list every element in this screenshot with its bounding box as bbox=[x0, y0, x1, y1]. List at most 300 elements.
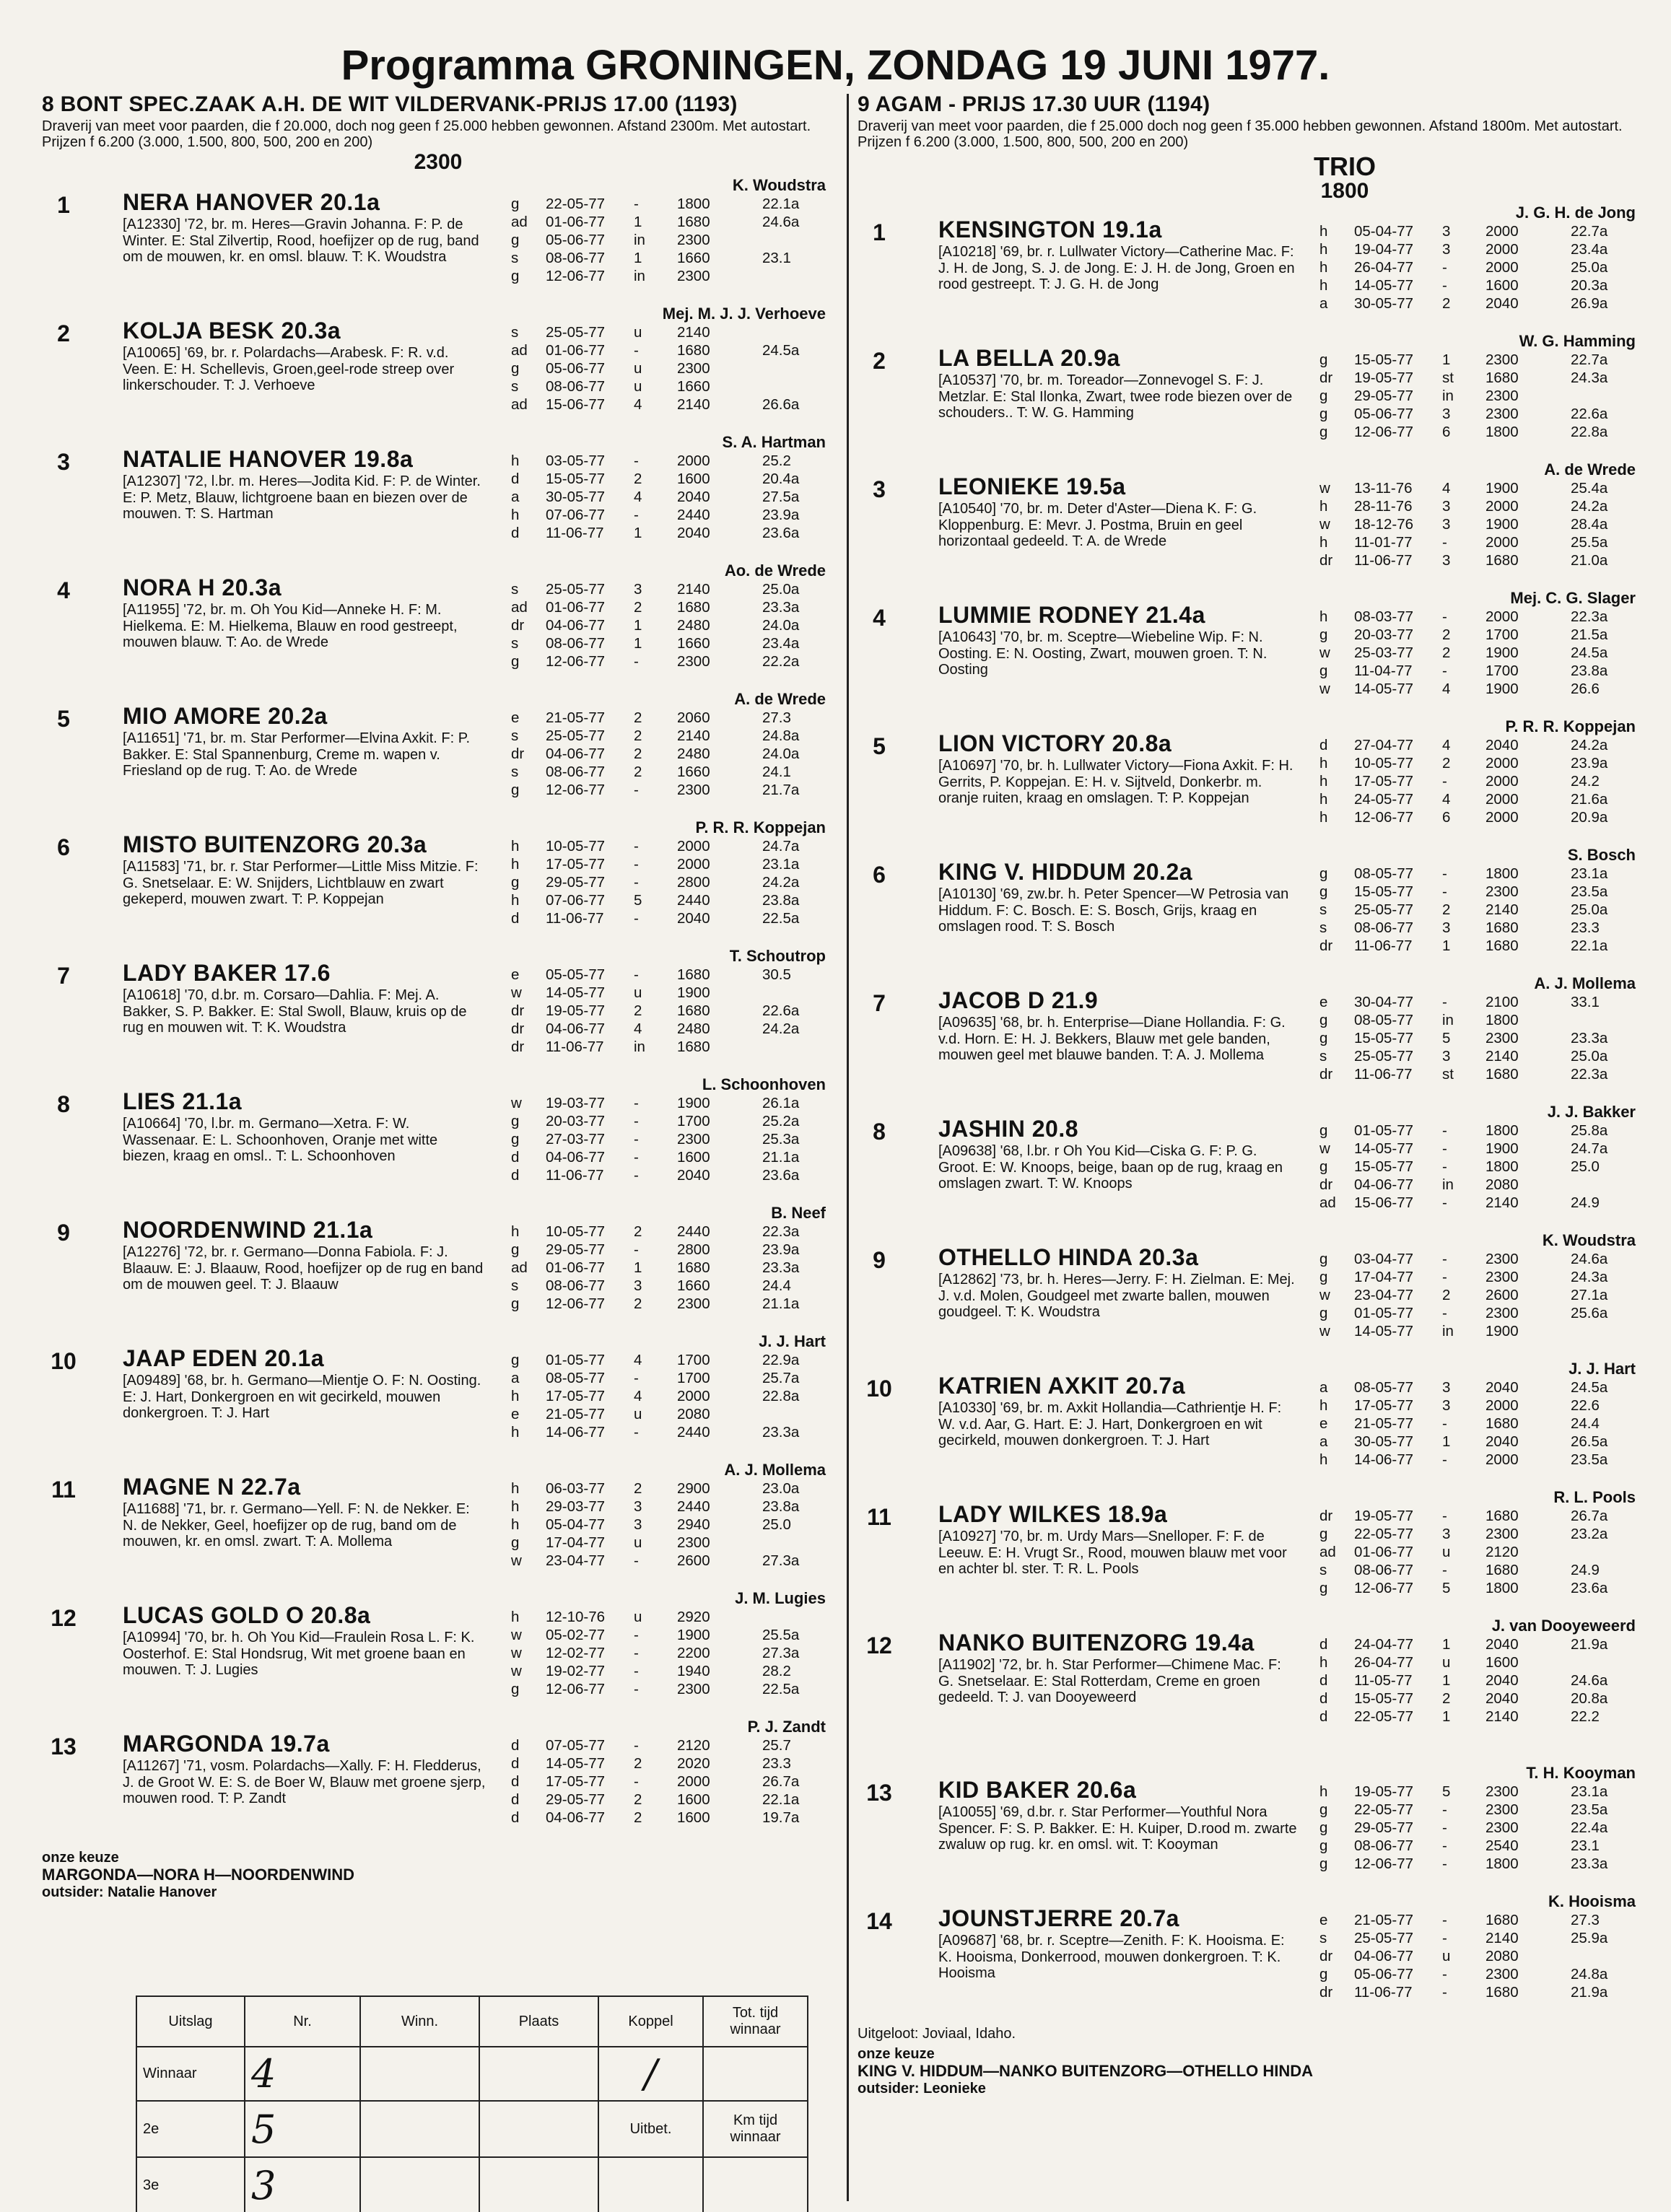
trio-label: TRIO bbox=[1314, 152, 1376, 181]
start-cell: 1800 bbox=[1485, 424, 1519, 440]
start-cell: h bbox=[1319, 1654, 1328, 1671]
start-cell: g bbox=[511, 1113, 520, 1129]
start-cell: u bbox=[634, 1609, 642, 1625]
start-cell: d bbox=[511, 910, 520, 927]
start-cell: 1680 bbox=[677, 599, 710, 616]
start-cell: 24.3a bbox=[1571, 1269, 1608, 1285]
column-divider bbox=[847, 94, 849, 2201]
start-list bbox=[511, 1351, 834, 1441]
start-cell: - bbox=[634, 1681, 639, 1697]
start-cell: 24-05-77 bbox=[1354, 791, 1414, 808]
horse-name: MIO AMORE 20.2a bbox=[123, 703, 328, 729]
start-cell: 04-06-77 bbox=[546, 1149, 606, 1166]
start-cell: - bbox=[634, 1095, 639, 1111]
start-cell: - bbox=[1442, 1194, 1447, 1211]
driver-name: T. H. Kooyman bbox=[1526, 1764, 1636, 1782]
start-cell: 23.8a bbox=[762, 1498, 800, 1515]
start-cell: 12-06-77 bbox=[546, 782, 606, 798]
start-cell: g bbox=[1319, 663, 1328, 679]
horse-number: 11 bbox=[51, 1477, 76, 1503]
horse-info: [A10330] '69, br. m. Axkit Hollandia—Cathrientje H. F: W. v.d. Aar, G. Hart. E: J. Hart, Donkergroen en wit gecirkeld, mouwen donkergroen. T: J. Hart bbox=[938, 1400, 1282, 1448]
horse-name: LADY WILKES 18.9a bbox=[938, 1501, 1168, 1527]
start-cell: - bbox=[634, 1773, 639, 1790]
horse-number: 8 bbox=[57, 1091, 70, 1117]
start-cell: 2000 bbox=[677, 1773, 710, 1790]
start-cell: 1900 bbox=[677, 984, 710, 1001]
start-row bbox=[511, 1112, 834, 1130]
start-cell: h bbox=[511, 1609, 520, 1625]
start-cell: 2 bbox=[634, 727, 642, 744]
start-cell: d bbox=[511, 1809, 520, 1826]
start-cell: g bbox=[1319, 406, 1328, 422]
start-cell: 2300 bbox=[677, 1295, 710, 1312]
start-cell: g bbox=[1319, 1012, 1328, 1028]
start-cell: 2480 bbox=[677, 746, 710, 762]
start-cell: 25.9a bbox=[1571, 1930, 1608, 1946]
handwritten-koppel: / bbox=[598, 2047, 703, 2101]
start-cell: 07-05-77 bbox=[546, 1737, 606, 1754]
start-cell: 17-04-77 bbox=[546, 1534, 606, 1551]
start-cell: 25.0a bbox=[1571, 259, 1608, 276]
start-cell: 24.6a bbox=[1571, 1251, 1608, 1267]
start-cell: 23.5a bbox=[1571, 1451, 1608, 1468]
start-cell: 1680 bbox=[1485, 1912, 1519, 1928]
start-cell: 24.2a bbox=[762, 1020, 800, 1037]
start-row bbox=[1319, 1415, 1644, 1433]
start-cell: 1680 bbox=[677, 342, 710, 359]
start-cell: g bbox=[511, 1534, 520, 1551]
horse-entry bbox=[858, 1891, 1644, 2019]
start-cell: 2000 bbox=[677, 1388, 710, 1404]
start-cell: - bbox=[1442, 883, 1447, 900]
uitgeloot: Uitgeloot: Joviaal, Idaho. bbox=[858, 2026, 1016, 2042]
start-cell: u bbox=[1442, 1948, 1451, 1964]
start-cell: 2300 bbox=[1485, 1251, 1519, 1267]
start-cell: - bbox=[634, 507, 639, 523]
driver-name: W. G. Hamming bbox=[1519, 332, 1636, 350]
start-cell: 1700 bbox=[677, 1113, 710, 1129]
start-cell: ad bbox=[511, 342, 528, 359]
start-row bbox=[511, 1241, 834, 1259]
start-cell: 19-02-77 bbox=[546, 1663, 606, 1679]
header-tot-tijd: Tot. tijd winnaar bbox=[703, 1996, 808, 2047]
start-row bbox=[1319, 1396, 1644, 1415]
start-cell: 22.3a bbox=[762, 1223, 800, 1240]
start-row bbox=[511, 323, 834, 341]
start-row bbox=[511, 1369, 834, 1387]
start-cell: 24.0a bbox=[762, 617, 800, 634]
start-list bbox=[1319, 1250, 1644, 1340]
start-cell: 24.5a bbox=[1571, 1379, 1608, 1396]
start-cell: 2080 bbox=[1485, 1948, 1519, 1964]
start-cell: in bbox=[634, 1039, 645, 1055]
start-row bbox=[1319, 1819, 1644, 1837]
start-row bbox=[1319, 901, 1644, 919]
start-cell: - bbox=[634, 1370, 639, 1386]
horse-name: JACOB D 21.9 bbox=[938, 987, 1099, 1013]
start-cell: 23.8a bbox=[762, 892, 800, 909]
start-cell: 1700 bbox=[1485, 626, 1519, 643]
horse-info: [A11267] '71, vosm. Polardachs—Xally. F: H. Fledderus, J. de Groot W. E: S. de Boer W, Blauw met groene sjerp, mouwen rood. T: P. Zandt bbox=[123, 1758, 486, 1806]
start-cell: 23.1a bbox=[1571, 1783, 1608, 1800]
start-cell: 11-06-77 bbox=[546, 525, 604, 541]
start-cell: 07-06-77 bbox=[546, 892, 606, 909]
horse-entry bbox=[858, 1487, 1644, 1615]
horse-number: 5 bbox=[57, 706, 70, 732]
start-cell: 2140 bbox=[1485, 1194, 1519, 1211]
start-row bbox=[1319, 1671, 1644, 1689]
start-row bbox=[511, 231, 834, 249]
start-cell: 22-05-77 bbox=[1354, 1708, 1414, 1725]
start-list bbox=[1319, 608, 1644, 698]
start-cell: 1900 bbox=[1485, 1323, 1519, 1339]
start-row bbox=[511, 249, 834, 267]
horse-name: NATALIE HANOVER 19.8a bbox=[123, 446, 414, 472]
horse-name: MARGONDA 19.7a bbox=[123, 1731, 330, 1757]
start-cell: 21-05-77 bbox=[546, 1406, 606, 1422]
start-cell: - bbox=[634, 1627, 639, 1643]
start-cell: 24.4 bbox=[1571, 1415, 1600, 1432]
start-cell: 08-06-77 bbox=[1354, 1837, 1414, 1854]
start-cell: - bbox=[1442, 1966, 1447, 1983]
start-cell: 2940 bbox=[677, 1516, 710, 1533]
start-cell: 2300 bbox=[1485, 1305, 1519, 1321]
horse-entry bbox=[858, 1762, 1644, 1891]
start-cell: - bbox=[634, 910, 639, 927]
start-cell: 30-05-77 bbox=[546, 489, 606, 505]
start-cell: 12-06-77 bbox=[1354, 809, 1414, 826]
start-cell: 05-06-77 bbox=[1354, 406, 1414, 422]
start-row bbox=[511, 1791, 834, 1809]
start-cell: 2300 bbox=[1485, 1819, 1519, 1836]
start-cell: 17-05-77 bbox=[546, 1773, 606, 1790]
start-cell: 2000 bbox=[1485, 755, 1519, 771]
driver-name: T. Schoutrop bbox=[729, 947, 826, 965]
start-row bbox=[1319, 626, 1644, 644]
horse-info: [A09635] '68, br. h. Enterprise—Diane Hollandia. F: G. v.d. Horn. E: H. J. Bekkers, Blauw met gele banden, mouwen geel met blauwe banden. T: A. J. Mollema bbox=[938, 1015, 1286, 1063]
horse-entry bbox=[858, 587, 1644, 716]
start-cell: 04-06-77 bbox=[546, 617, 606, 634]
start-cell: 25-05-77 bbox=[546, 581, 606, 598]
start-cell: 2040 bbox=[1485, 1636, 1519, 1653]
start-cell: 2040 bbox=[1485, 1690, 1519, 1707]
start-cell: 25.3a bbox=[762, 1131, 800, 1147]
start-cell: 2060 bbox=[677, 709, 710, 726]
start-cell: - bbox=[1442, 608, 1447, 625]
start-cell: 12-06-77 bbox=[546, 1681, 606, 1697]
start-cell: 2000 bbox=[1485, 534, 1519, 551]
start-cell: 11-06-77 bbox=[1354, 552, 1413, 569]
start-row bbox=[511, 1295, 834, 1313]
start-cell: 2000 bbox=[1485, 608, 1519, 625]
driver-name: Mej. M. J. J. Verhoeve bbox=[662, 305, 826, 323]
start-cell: u bbox=[634, 1534, 642, 1551]
start-cell: dr bbox=[511, 1002, 525, 1019]
start-cell: 22.4a bbox=[1571, 1819, 1608, 1836]
start-cell: s bbox=[1319, 901, 1327, 918]
start-cell: 3 bbox=[1442, 516, 1451, 533]
start-cell: 29-03-77 bbox=[546, 1498, 606, 1515]
start-cell: s bbox=[511, 581, 519, 598]
start-list bbox=[1319, 1911, 1644, 2001]
horse-name: LUMMIE RODNEY 21.4a bbox=[938, 602, 1205, 628]
start-row bbox=[1319, 515, 1644, 533]
row-3e: 3e bbox=[136, 2157, 245, 2212]
start-cell: g bbox=[1319, 1819, 1328, 1836]
start-cell: 26.7a bbox=[762, 1773, 800, 1790]
start-cell: 01-05-77 bbox=[546, 1352, 606, 1368]
start-cell: st bbox=[1442, 1066, 1454, 1083]
start-cell: 3 bbox=[634, 581, 642, 598]
driver-name: J. M. Lugies bbox=[735, 1589, 826, 1607]
start-cell: - bbox=[1442, 1819, 1447, 1836]
start-list bbox=[511, 837, 834, 927]
start-cell: 2000 bbox=[1485, 241, 1519, 258]
start-cell: 1940 bbox=[677, 1663, 710, 1679]
start-row bbox=[1319, 1158, 1644, 1176]
start-cell: h bbox=[511, 1516, 520, 1533]
start-cell: 03-04-77 bbox=[1354, 1251, 1414, 1267]
start-cell: 15-05-77 bbox=[1354, 1690, 1414, 1707]
start-cell: dr bbox=[511, 1020, 525, 1037]
start-row bbox=[511, 781, 834, 799]
start-cell: g bbox=[1319, 883, 1328, 900]
start-cell: 2 bbox=[634, 709, 642, 726]
start-row bbox=[511, 1608, 834, 1626]
start-cell: 23.9a bbox=[762, 1241, 800, 1258]
start-cell: 2000 bbox=[1485, 809, 1519, 826]
start-cell: w bbox=[1319, 1323, 1330, 1339]
start-cell: 27.3 bbox=[762, 709, 791, 726]
row-2e: 2e bbox=[136, 2101, 245, 2157]
start-row bbox=[1319, 662, 1644, 680]
start-cell: 1900 bbox=[1485, 516, 1519, 533]
start-row bbox=[511, 1552, 834, 1570]
start-cell: 12-06-77 bbox=[1354, 1855, 1414, 1872]
start-row bbox=[511, 1387, 834, 1405]
horse-number: 9 bbox=[873, 1247, 886, 1273]
horse-info: [A10618] '70, d.br. m. Corsaro—Dahlia. F: Mej. A. Bakker, S. P. Bakker. E: Stal Swoll, Blauw, kruis op de rug en mouwen wit. T: K. Woudstra bbox=[123, 987, 467, 1036]
horse-number: 2 bbox=[57, 320, 70, 346]
start-cell: 25-05-77 bbox=[546, 727, 606, 744]
start-cell: 2 bbox=[634, 1791, 642, 1808]
start-row bbox=[511, 1662, 834, 1680]
start-cell: dr bbox=[1319, 1508, 1333, 1524]
start-cell: 3 bbox=[1442, 919, 1451, 936]
start-row bbox=[511, 1020, 834, 1038]
start-cell: 23.3a bbox=[762, 1259, 800, 1276]
start-cell: - bbox=[1442, 1508, 1447, 1524]
start-row bbox=[511, 1038, 834, 1056]
start-cell: 1680 bbox=[1485, 1508, 1519, 1524]
start-row bbox=[1319, 1561, 1644, 1579]
start-row bbox=[511, 616, 834, 634]
start-cell: 24.9 bbox=[1571, 1194, 1600, 1211]
start-cell: h bbox=[511, 856, 520, 873]
start-cell: w bbox=[1319, 681, 1330, 697]
start-cell: 1800 bbox=[677, 196, 710, 212]
start-row bbox=[1319, 1250, 1644, 1268]
driver-name: P. J. Zandt bbox=[747, 1718, 826, 1736]
start-cell: g bbox=[511, 1241, 520, 1258]
start-cell: 05-04-77 bbox=[1354, 223, 1414, 240]
start-cell: w bbox=[1319, 644, 1330, 661]
start-cell: 26.6 bbox=[1571, 681, 1600, 697]
start-cell: 1700 bbox=[1485, 663, 1519, 679]
start-list bbox=[511, 1608, 834, 1698]
start-cell: w bbox=[511, 984, 522, 1001]
start-cell: 28.2 bbox=[762, 1663, 791, 1679]
horse-name: OTHELLO HINDA 20.3a bbox=[938, 1244, 1199, 1270]
start-cell: s bbox=[1319, 1930, 1327, 1946]
start-row bbox=[511, 1809, 834, 1827]
start-cell: h bbox=[1319, 277, 1328, 294]
start-cell: 27.5a bbox=[762, 489, 800, 505]
start-row bbox=[1319, 993, 1644, 1011]
start-cell: 22.1a bbox=[1571, 937, 1608, 954]
horse-name: MISTO BUITENZORG 20.3a bbox=[123, 831, 427, 857]
start-cell: 24.6a bbox=[1571, 1672, 1608, 1689]
start-cell: w bbox=[511, 1627, 522, 1643]
start-cell: in bbox=[1442, 1176, 1454, 1193]
start-cell: 08-06-77 bbox=[1354, 919, 1414, 936]
driver-name: A. J. Mollema bbox=[724, 1461, 826, 1479]
start-cell: 04-06-77 bbox=[546, 1809, 606, 1826]
start-cell: 2000 bbox=[677, 856, 710, 873]
horse-name: KOLJA BESK 20.3a bbox=[123, 318, 341, 344]
start-cell: - bbox=[1442, 1158, 1447, 1175]
start-row bbox=[511, 377, 834, 395]
start-row bbox=[1319, 1065, 1644, 1083]
start-cell: 2480 bbox=[677, 617, 710, 634]
start-cell: 11-05-77 bbox=[1354, 1672, 1413, 1689]
start-cell: 1700 bbox=[677, 1352, 710, 1368]
start-row bbox=[1319, 754, 1644, 772]
horse-number: 10 bbox=[866, 1376, 892, 1402]
horse-info: [A11651] '71, br. m. Star Performer—Elvina Axkit. F: P. Bakker. E: Stal Spannenburg, Creme m. wapen v. Friesland op de rug. T: Ao. de Wrede bbox=[123, 730, 471, 779]
start-cell: 29-05-77 bbox=[546, 874, 606, 891]
start-cell: 23.3a bbox=[762, 1424, 800, 1441]
start-cell: d bbox=[511, 1149, 520, 1166]
start-cell: h bbox=[1319, 1451, 1328, 1468]
start-cell: 23.5a bbox=[1571, 1801, 1608, 1818]
start-row bbox=[511, 891, 834, 909]
start-cell: - bbox=[634, 653, 639, 670]
start-cell: 1900 bbox=[1485, 681, 1519, 697]
start-row bbox=[511, 1516, 834, 1534]
start-cell: 24.2a bbox=[1571, 737, 1608, 753]
start-row bbox=[511, 1223, 834, 1241]
start-cell: 1600 bbox=[677, 1809, 710, 1826]
start-cell: 2040 bbox=[677, 525, 710, 541]
start-row bbox=[1319, 808, 1644, 826]
start-cell: h bbox=[511, 1480, 520, 1497]
horse-name: JOUNSTJERRE 20.7a bbox=[938, 1905, 1179, 1931]
start-cell: 08-05-77 bbox=[1354, 1379, 1414, 1396]
horse-number: 3 bbox=[57, 449, 70, 475]
start-cell: 21.6a bbox=[1571, 791, 1608, 808]
race-distance: 1800 bbox=[1320, 179, 1369, 203]
start-cell: 1 bbox=[634, 250, 642, 266]
start-cell: 18-12-76 bbox=[1354, 516, 1414, 533]
start-list bbox=[1319, 222, 1644, 312]
start-cell: 25.4a bbox=[1571, 480, 1608, 497]
start-cell: 15-05-77 bbox=[1354, 883, 1414, 900]
driver-name: J. G. H. de Jong bbox=[1515, 204, 1636, 222]
horse-info: [A10537] '70, br. m. Toreador—Zonnevogel S. F: J. Metzlar. E: Stal Ilonka, Zwart, twee rode biezen over de schouders.. T: W. G. Hamming bbox=[938, 372, 1293, 421]
start-row bbox=[1319, 680, 1644, 698]
row-winnaar: Winnaar bbox=[136, 2047, 245, 2101]
start-cell: h bbox=[1319, 241, 1328, 258]
start-cell: e bbox=[511, 966, 520, 983]
start-cell: 19-05-77 bbox=[546, 1002, 606, 1019]
start-cell: - bbox=[634, 1149, 639, 1166]
start-cell: g bbox=[1319, 1801, 1328, 1818]
start-cell: e bbox=[1319, 1912, 1328, 1928]
start-cell: 26.1a bbox=[762, 1095, 800, 1111]
start-cell: 1660 bbox=[677, 250, 710, 266]
start-cell: 22.5a bbox=[762, 1681, 800, 1697]
start-row bbox=[1319, 1689, 1644, 1708]
start-cell: g bbox=[511, 196, 520, 212]
start-cell: 1680 bbox=[1485, 552, 1519, 569]
start-cell: 25.5a bbox=[762, 1627, 800, 1643]
start-cell: - bbox=[1442, 865, 1447, 882]
start-cell: 33.1 bbox=[1571, 994, 1600, 1010]
start-cell: h bbox=[511, 1498, 520, 1515]
start-cell bbox=[1571, 1322, 1628, 1340]
start-row bbox=[1319, 1304, 1644, 1322]
horse-number: 12 bbox=[51, 1605, 77, 1631]
start-cell: 19-05-77 bbox=[1354, 370, 1414, 386]
start-cell: 20-03-77 bbox=[546, 1113, 606, 1129]
start-cell: 24.2 bbox=[1571, 773, 1600, 790]
start-row bbox=[511, 506, 834, 524]
start-cell: 13-11-76 bbox=[1354, 480, 1413, 497]
start-cell: 30-05-77 bbox=[1354, 295, 1414, 312]
start-cell: d bbox=[511, 1167, 520, 1184]
start-cell: 4 bbox=[1442, 737, 1451, 753]
start-cell bbox=[762, 1608, 820, 1626]
start-cell: 12-06-77 bbox=[546, 268, 606, 284]
start-cell: 2300 bbox=[1485, 1269, 1519, 1285]
start-cell: 30-04-77 bbox=[1354, 994, 1414, 1010]
start-cell: 23.1 bbox=[1571, 1837, 1600, 1854]
start-cell: 24.4 bbox=[762, 1277, 791, 1294]
start-cell: 21.1a bbox=[762, 1295, 800, 1312]
start-row bbox=[1319, 1122, 1644, 1140]
start-cell: 01-05-77 bbox=[1354, 1122, 1414, 1139]
horse-number: 6 bbox=[57, 834, 70, 860]
start-cell: 24.2a bbox=[1571, 498, 1608, 515]
start-cell: 2040 bbox=[677, 910, 710, 927]
start-cell: 30.5 bbox=[762, 966, 791, 983]
start-cell: 27-03-77 bbox=[546, 1131, 606, 1147]
start-cell bbox=[762, 359, 820, 377]
start-row bbox=[1319, 937, 1644, 955]
start-row bbox=[1319, 1543, 1644, 1561]
start-cell: 4 bbox=[634, 1352, 642, 1368]
start-cell: w bbox=[1319, 1287, 1330, 1303]
start-cell: - bbox=[634, 1645, 639, 1661]
start-row bbox=[511, 488, 834, 506]
start-cell: 23.4a bbox=[1571, 241, 1608, 258]
start-cell: 24.0a bbox=[762, 746, 800, 762]
start-cell: d bbox=[1319, 1690, 1328, 1707]
start-cell: 26.6a bbox=[762, 396, 800, 413]
start-cell: 2 bbox=[1442, 626, 1451, 643]
start-cell: 04-06-77 bbox=[1354, 1948, 1414, 1964]
